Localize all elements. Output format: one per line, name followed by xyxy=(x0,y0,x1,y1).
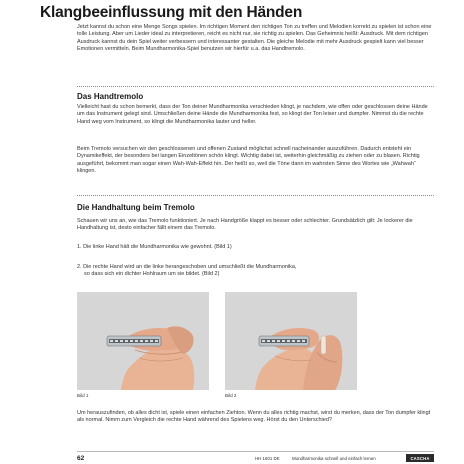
instruction-step-2-line-2: so dass sich ein dichter Hohlraum um sie bildet. (Bild 2) xyxy=(84,271,220,277)
footer-series-title: Mundharmonika schnell und einfach lernen xyxy=(292,456,376,461)
intro-paragraph: Jetzt kannst du schon eine Menge Songs spielen. Im richtigen Moment den richtigen Ton zu treffen und Melodien korrekt zu spielen ist schon eine tolle Leistung. Aber um Lieder ideal zu interpretieren, reicht es nicht nur, sie richtig zu spielen. Das Geheimnis heißt: Ausdruck. Mit dem richtigen Ausdruck kannst du dein Spiel weiter verbessern und interessanter gestalten. Die gleiche Melodie mit mehr Ausdruck gespielt kann viel besser Emotionen vermitteln. Beim Mundharmonika-Spiel benutzen wir hierfür u.a. das Handtremolo. xyxy=(77,24,432,53)
footer-divider xyxy=(77,451,434,452)
hands-holding-harmonica-image xyxy=(77,292,209,390)
page-number: 62 xyxy=(77,455,85,462)
publisher-logo: CASCHA xyxy=(406,454,434,462)
figure-1-photo xyxy=(77,292,209,390)
footer-product-code: HH 1601 DE xyxy=(255,456,280,461)
instruction-step-2-line-1: 2. Die rechte Hand wird an die linke herangeschoben und umschließt die Mundharmonika, xyxy=(77,264,297,270)
figure-2-caption: Bild 2 xyxy=(225,393,237,398)
page-title: Klangbeeinflussung mit den Händen xyxy=(40,4,303,21)
handtremolo-paragraph-1: Vielleicht hast du schon bemerkt, dass der Ton deiner Mundharmonika verschieden klingt, je nachdem, wie offen oder geschlossen deine Hände um das Instrument gelegt sind. Umschließen deine Hände die Mundharmonika fest, so klingt der Ton leiser und dumpfer. Nimmst du die rechte Hand weg vom Instrument, so klingt die Mundharmonika lauter und heller. xyxy=(77,104,428,125)
closing-paragraph: Um herauszufinden, ob alles dicht ist, spiele einen einfachen Ziehton. Wenn du alles richtig machst, wirst du merken, dass der Ton dumpfer klingt als normal. Nimm zum Vergleich die rechte Hand während des Spielens weg. Hörst du den Unterschied? xyxy=(77,410,431,424)
section-heading-handhaltung: Die Handhaltung beim Tremolo xyxy=(77,203,195,212)
instruction-step-1: 1. Die linke Hand hält die Mundharmonika wie gewohnt. (Bild 1) xyxy=(77,244,232,250)
section-divider-1 xyxy=(77,86,434,87)
handtremolo-paragraph-2: Beim Tremolo versuchen wir den geschlossenen und offenen Zustand möglichst schnell nacheinander auszuführen. Dadurch entsteht ein Dynamikeffekt, der besonders bei langen Einzeltönen schön klingt. Wichtig dabei ist, weiterhin gleichmäßig zu ziehen oder zu blasen. Richtig ausgeführt, bekommt man sogar einen Wah-Wah-Effekt hin. Der heißt so, weil die Töne dann im wahrsten Sinne des Wortes wie „Wahwah“ klingen. xyxy=(77,146,420,175)
section-divider-2 xyxy=(77,195,434,196)
handhaltung-paragraph: Schauen wir uns an, wie das Tremolo funktioniert. Je nach Handgröße klappt es besser oder schlechter. Grundsätzlich gilt: Je lockerer die Handhaltung ist, desto einfacher fällt einem das Tremolo. xyxy=(77,218,413,232)
figure-1-caption: Bild 1 xyxy=(77,393,89,398)
figure-2-photo xyxy=(225,292,357,390)
section-heading-handtremolo: Das Handtremolo xyxy=(77,92,144,101)
hands-cupped-around-harmonica-image xyxy=(225,292,357,390)
